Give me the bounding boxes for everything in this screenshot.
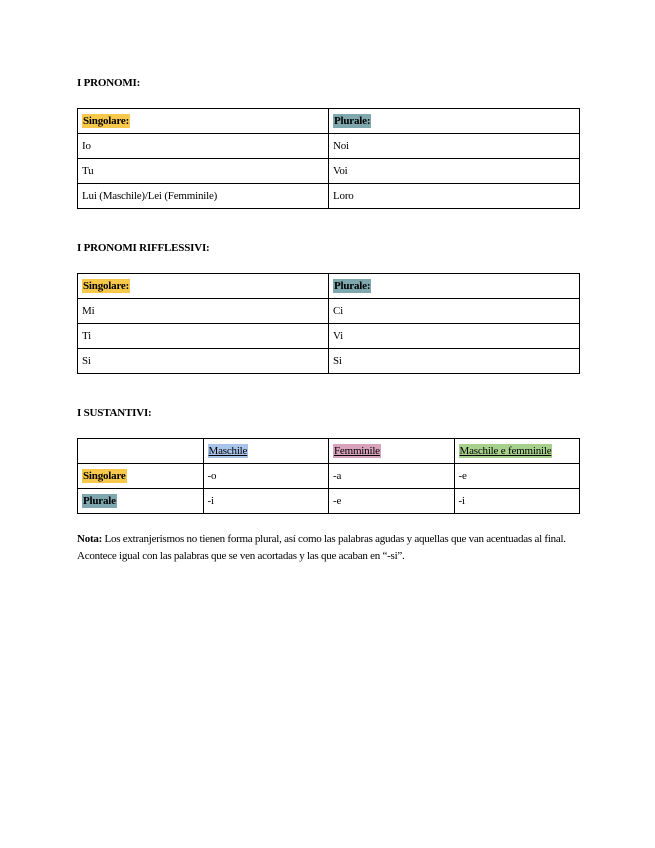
header-cell [203,439,329,464]
table-header-row [78,109,580,134]
section-title-pronomi-riflessivi: I PRONOMI RIFFLESSIVI: [77,242,210,254]
table-header-row [78,439,580,464]
header-cell [329,274,580,299]
row-label-cell [78,464,204,489]
table-cell: Mi [78,299,329,324]
table-row [78,134,580,159]
table-cell: Noi [329,134,580,159]
section-title-pronomi: I PRONOMI: [77,77,141,89]
header-plurale: Plurale: [334,115,371,127]
table-cell: Loro [329,184,580,209]
header-cell [78,274,329,299]
table-cell: Voi [329,159,580,184]
row-label-cell [78,489,204,514]
table-header-row [78,274,580,299]
table-cell: Si [78,349,329,374]
table-row [78,464,580,489]
header-femminile: Femminile [334,445,380,457]
table-cell: Io [78,134,329,159]
header-maschile-e-femminile: Maschile e femminile [459,445,552,457]
table-row [78,489,580,514]
table-cell: Ti [78,324,329,349]
row-label-singolare: Singolare [83,470,126,482]
section-title-sustantivi: I SUSTANTIVI: [77,407,152,419]
table-row [78,299,580,324]
header-cell [329,439,455,464]
table-cell: Lui (Maschile)/Lei (Femminile) [78,184,329,209]
header-maschile: Maschile [208,445,248,457]
note-text: Los extranjerismos no tienen forma plural, así como las palabras agudas y aquellas que van acentuadas al final. Acontece igual con las palabras que se ven acortadas y las que acaban en “-si”. [77,533,566,562]
note-paragraph [77,531,582,565]
header-cell [454,439,580,464]
table-cell: -a [329,464,455,489]
header-cell [78,109,329,134]
table-pronomi [77,108,580,209]
note-label: Nota: [77,533,103,545]
table-pronomi-riflessivi [77,273,580,374]
table-cell: Tu [78,159,329,184]
table-cell: -o [203,464,329,489]
table-cell: -e [329,489,455,514]
header-singolare: Singolare: [83,115,130,127]
table-cell: -i [454,489,580,514]
table-cell: Vi [329,324,580,349]
table-cell: Ci [329,299,580,324]
header-cell [329,109,580,134]
header-cell-empty [78,439,204,464]
table-row [78,159,580,184]
header-singolare: Singolare: [83,280,130,292]
table-cell: Si [329,349,580,374]
table-row [78,184,580,209]
table-sustantivi [77,438,580,514]
table-cell: -e [454,464,580,489]
table-row [78,324,580,349]
row-label-plurale: Plurale [83,495,116,507]
table-cell: -i [203,489,329,514]
table-row [78,349,580,374]
header-plurale: Plurale: [334,280,371,292]
